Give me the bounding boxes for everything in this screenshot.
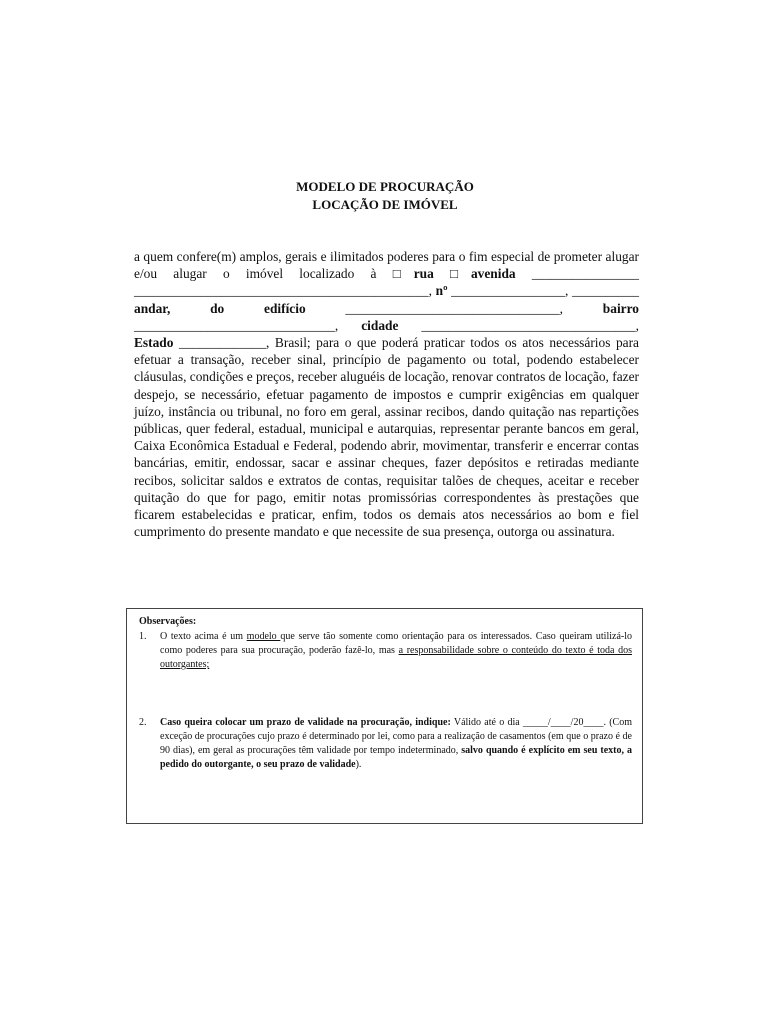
avenida-label: avenida [470, 266, 516, 282]
bairro-blank[interactable]: ______________________________, [134, 317, 362, 333]
modelo-word: modelo [246, 631, 281, 642]
responsibility-note: a responsabilidade sobre o conteúdo do texto é toda dos outorgantes; [160, 645, 632, 670]
cidade-label: cidade [361, 317, 399, 333]
item2-bold-validity: salvo quando é explícito em seu texto, a pedido do outorgante, o seu prazo de validade [160, 745, 633, 770]
procuration-paragraph [134, 248, 639, 540]
item1-text-b: que serve tão somente como orientação para os interessados. Caso queiram utilizá-lo como poderes para sua procuração, poderão fazê-lo, mas [160, 631, 632, 656]
address-blank[interactable]: ________________ ____________________________________________, [134, 266, 639, 299]
estado-label: Estado [134, 335, 174, 351]
observation-item-1 [139, 630, 632, 672]
intro-text: a quem confere(m) amplos, gerais e ilimitados poderes para o fim especial de prometer alugar e/ou alugar o imóvel localizado à [134, 249, 639, 282]
number-label: nº [435, 283, 448, 299]
avenida-checkbox[interactable]: □ [450, 266, 471, 282]
number-blank[interactable]: _________________, __________ [447, 283, 639, 299]
bairro-label: bairro [602, 300, 639, 316]
item-number: 2. [139, 717, 147, 728]
floor-building-label: andar, do edifício [134, 300, 306, 316]
rua-checkbox[interactable]: □ [392, 266, 414, 282]
item-number: 1. [139, 631, 147, 642]
item2-text-b: ). [355, 759, 362, 770]
procuration-body [134, 248, 639, 540]
rua-label: rua [413, 266, 450, 282]
observations-box [126, 608, 643, 824]
building-blank[interactable]: ________________________________, [305, 300, 603, 316]
document-title: MODELO DE PROCURAÇÃO [296, 179, 474, 194]
item2-text-a: Válido até o dia _____/____/20____. (Com exceção de procurações cujo prazo é determinado por lei, como para a realização de casamentos (em que o prazo é de 90 dias), em geral as procurações têm validade por tempo indeterminado, [160, 717, 632, 756]
item2-bold-lead: Caso queira colocar um prazo de validade na procuração, indique: [160, 717, 451, 728]
document-subtitle: LOCAÇÃO DE IMÓVEL [312, 197, 458, 212]
powers-text: _____________, Brasil; para o que poderá praticar todos os atos necessários para efetuar a transação, receber sinal, princípio de pagamento ou total, podendo estabelecer cláusulas, condições e preços, receber aluguéis de locação, renovar contratos de locação, fazer despejo, se necessário, efetuar pagamento de impostos e cumprir exigências em qualquer juízo, instância ou tribunal, no foro em geral, assinar recibos, dando quitação nas repartições públicas, quer federal, estadual, municipal e autarquias, representar perante bancos em geral, Caixa Econômica Estadual e Federal, podendo abrir, movimentar, transferir e encerrar contas bancárias, emitir, endossar, sacar e assinar cheques, fazer depósitos e retiradas mediante recibos, solicitar saldos e extratos de contas, requisitar talões de cheques, aceitar e receber quitação do que for pago, emitir notas promissórias correspondentes às prestações que ficarem estabelecidas e praticar, enfim, todos os demais atos necessários ao bom e fiel cumprimento do presente mandato e que necessite de sua presença, outorga ou assinatura. [134, 335, 639, 540]
item1-text-a: O texto acima é um [160, 631, 247, 642]
observation-item-2 [139, 716, 632, 772]
cidade-blank[interactable]: ________________________________, [398, 317, 639, 333]
observations-title: Observações: [139, 616, 197, 627]
